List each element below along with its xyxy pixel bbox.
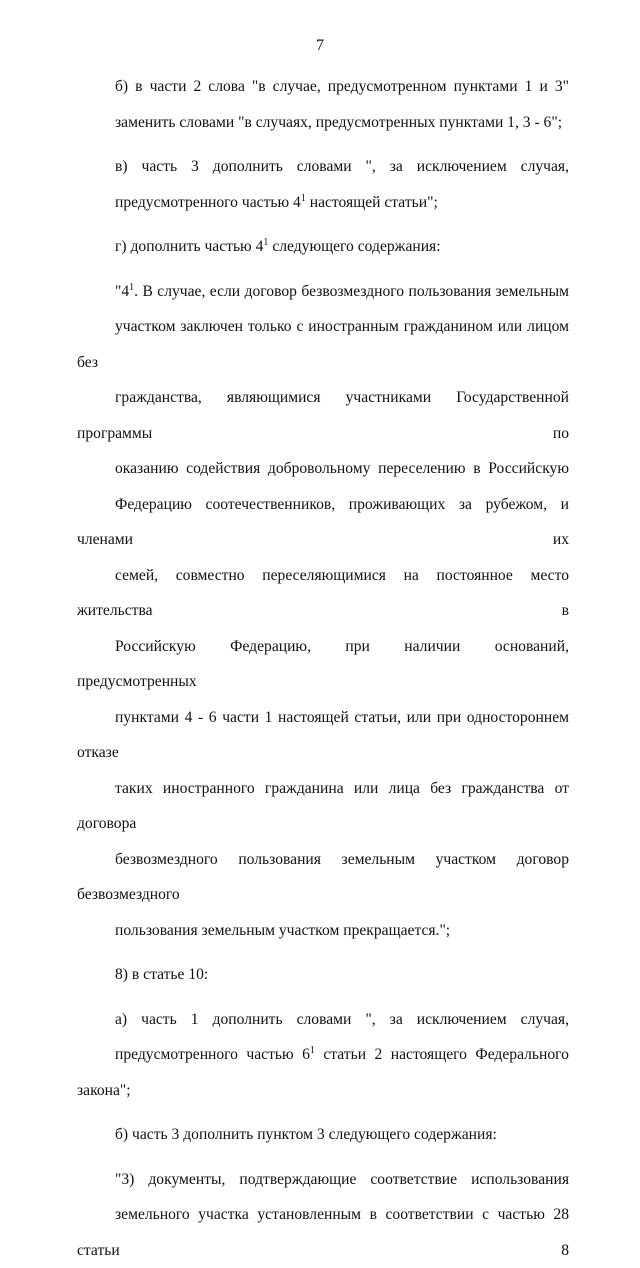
text-line: гражданства, являющимися участниками Государственной программы по xyxy=(77,380,569,451)
text-line: безвозмездного пользования земельным участком договор безвозмездного xyxy=(77,842,569,913)
text-line: пользования земельным участком прекращается."; xyxy=(77,913,569,949)
text-line: 8) в статье 10: xyxy=(77,957,569,993)
text-line: б) в части 2 слова "в случае, предусмотренном пунктами 1 и 3" xyxy=(77,69,569,105)
text-line: Федерацию соотечественников, проживающих за рубежом, и членами их xyxy=(77,487,569,558)
paragraph-g-part-4-1 xyxy=(77,229,569,265)
text-line: пунктами 4 - 6 части 1 настоящей статьи, или при одностороннем отказе xyxy=(77,700,569,771)
text-line: б) часть 3 дополнить пунктом 3 следующего содержания: xyxy=(77,1117,569,1153)
text-line: г) дополнить частью $4^1$ следующего содержания: xyxy=(77,229,569,265)
paragraph-b-part-2 xyxy=(77,69,569,140)
paragraph-part-4-1-text xyxy=(77,274,569,949)
text-line: предусмотренного частью $6^1$ статьи 2 настоящего Федерального закона"; xyxy=(77,1037,569,1108)
text-line: в) часть 3 дополнить словами ", за исключением случая, xyxy=(77,149,569,185)
paragraph-item-3-text xyxy=(77,1162,569,1268)
text-line: предусмотренного частью $4^1$ настоящей статьи"; xyxy=(77,185,569,221)
text-line: семей, совместно переселяющимися на постоянное место жительства в xyxy=(77,558,569,629)
document-body xyxy=(77,69,569,1268)
paragraph-b-part-3 xyxy=(77,1117,569,1153)
text-line: а) часть 1 дополнить словами ", за исключением случая, xyxy=(77,1002,569,1038)
text-line: "3) документы, подтверждающие соответствие использования xyxy=(77,1162,569,1198)
paragraph-8-article-10 xyxy=(77,957,569,993)
paragraph-v-part-3 xyxy=(77,149,569,220)
text-line: земельного участка установленным в соответствии с частью 28 статьи 8 xyxy=(77,1197,569,1268)
text-line: оказанию содействия добровольному переселению в Российскую xyxy=(77,451,569,487)
text-line: Российскую Федерацию, при наличии оснований, предусмотренных xyxy=(77,629,569,700)
paragraph-a-part-1 xyxy=(77,1002,569,1109)
text-line: таких иностранного гражданина или лица без гражданства от договора xyxy=(77,771,569,842)
text-line: заменить словами "в случаях, предусмотренных пунктами 1, 3 - 6"; xyxy=(77,105,569,141)
text-line: участком заключен только с иностранным гражданином или лицом без xyxy=(77,309,569,380)
page-number: 7 xyxy=(0,36,640,56)
text-line: "$4^1$. В случае, если договор безвозмездного пользования земельным xyxy=(77,274,569,310)
